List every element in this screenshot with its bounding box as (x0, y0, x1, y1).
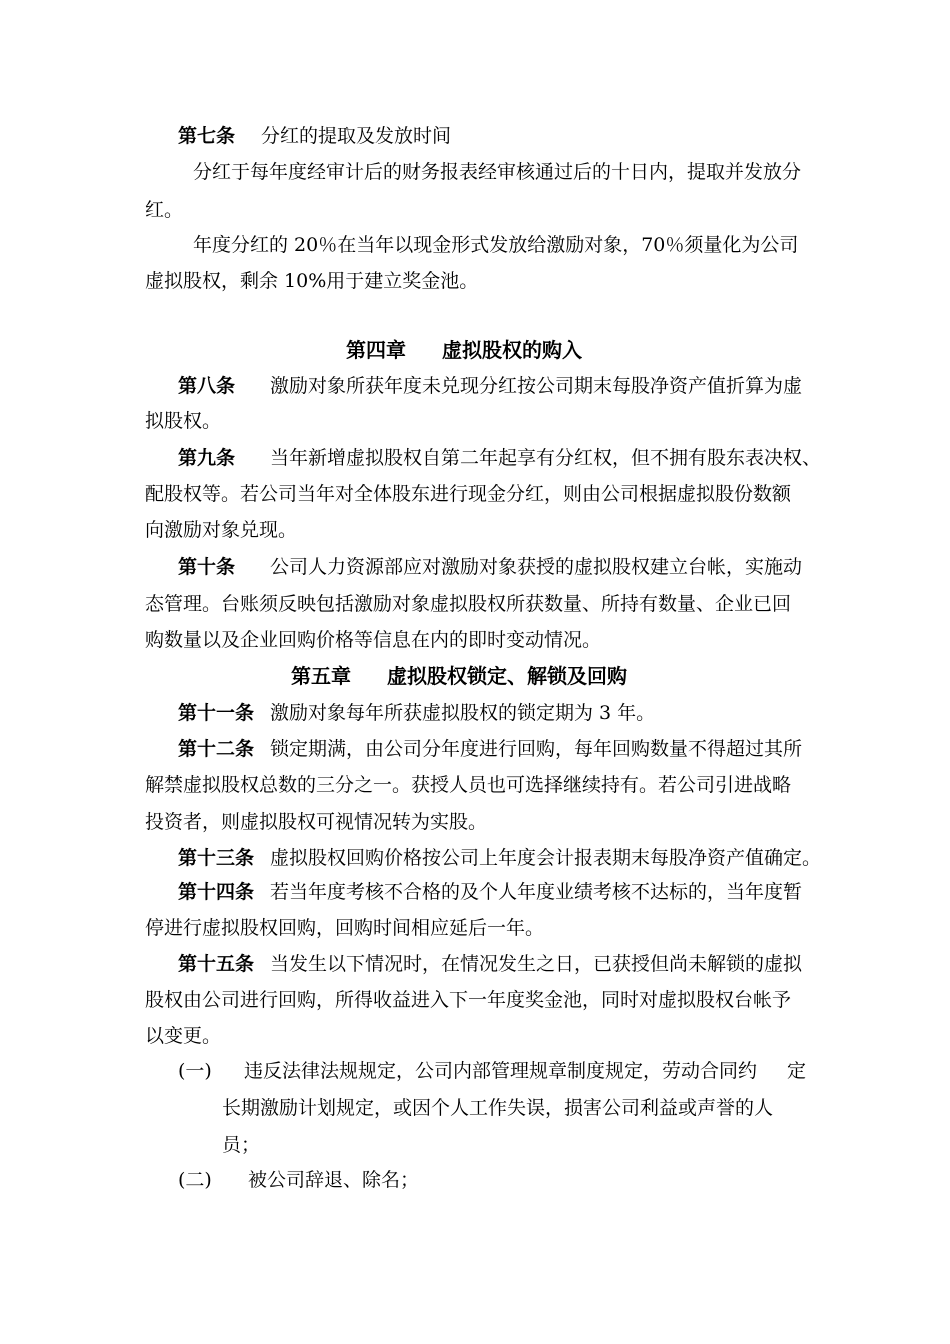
list-item-text: 定 (787, 1060, 807, 1082)
article-label: 第十一条 (178, 702, 255, 724)
article-11-line (178, 701, 655, 725)
chapter-5-heading (291, 663, 627, 689)
list-item-number: (一) (178, 1060, 212, 1082)
list-item-text: 被公司辞退、除名； (248, 1169, 420, 1191)
article-text: 激励对象所获年度未兑现分红按公司期末每股净资产值折算为虚 (270, 375, 803, 397)
paragraph-line: 购数量以及企业回购价格等信息在内的即时变动情况。 (145, 629, 602, 651)
article-text: 虚拟股权回购价格按公司上年度会计报表期末每股净资产值确定。 (270, 847, 822, 869)
article-9-line (178, 446, 821, 470)
article-text: 若当年度考核不合格的及个人年度业绩考核不达标的，当年度暂 (270, 881, 803, 903)
paragraph-line: 态管理。台账须反映包括激励对象虚拟股权所获数量、所持有数量、企业已回 (145, 593, 792, 615)
article-text: 公司人力资源部应对激励对象获授的虚拟股权建立台帐，实施动 (270, 556, 803, 578)
article-12-line (178, 737, 802, 761)
article-text: 当年新增虚拟股权自第二年起享有分红权，但不拥有股东表决权、 (270, 447, 822, 469)
article-10-line (178, 555, 802, 579)
article-13-line (178, 846, 821, 870)
article-label: 第十五条 (178, 953, 255, 975)
paragraph-line: 长期激励计划规定，或因个人工作失误，损害公司利益或声誉的人 (222, 1097, 774, 1119)
article-title: 分红的提取及发放时间 (261, 125, 452, 147)
paragraph-line: 解禁虚拟股权总数的三分之一。获授人员也可选择继续持有。若公司引进战略 (145, 774, 792, 796)
article-label: 第八条 (178, 375, 236, 397)
paragraph-line: 停进行虚拟股权回购，回购时间相应延后一年。 (145, 917, 545, 939)
paragraph-line: 红。 (145, 199, 184, 221)
list-item-number: (二) (178, 1169, 212, 1191)
article-15-line (178, 952, 802, 976)
article-label: 第十三条 (178, 847, 255, 869)
article-7-heading (178, 124, 451, 148)
article-text: 激励对象每年所获虚拟股权的锁定期为 3 年。 (270, 702, 656, 724)
article-label: 第十二条 (178, 738, 255, 760)
article-text: 当发生以下情况时，在情况发生之日，已获授但尚未解锁的虚拟 (270, 953, 803, 975)
chapter-title: 虚拟股权锁定、解锁及回购 (387, 664, 627, 688)
chapter-title: 虚拟股权的购入 (442, 338, 582, 362)
article-label: 第十四条 (178, 881, 255, 903)
chapter-4-heading (346, 337, 582, 363)
paragraph-line: 投资者，则虚拟股权可视情况转为实股。 (145, 811, 488, 833)
paragraph-line: 配股权等。若公司当年对全体股东进行现金分红，则由公司根据虚拟股份数额 (145, 483, 792, 505)
article-label: 第七条 (178, 125, 236, 147)
paragraph-line: 年度分红的 20％在当年以现金形式发放给激励对象，70％须量化为公司 (193, 234, 799, 256)
article-8-line (178, 374, 802, 398)
paragraph-line: 拟股权。 (145, 410, 222, 432)
paragraph-line: 分红于每年度经审计后的财务报表经审核通过后的十日内，提取并发放分 (193, 161, 802, 183)
chapter-number: 第五章 (291, 664, 351, 688)
paragraph-line: 虚拟股权，剩余 10%用于建立奖金池。 (145, 270, 479, 292)
chapter-number: 第四章 (346, 338, 406, 362)
paragraph-line: 股权由公司进行回购，所得收益进入下一年度奖金池，同时对虚拟股权台帐予 (145, 989, 792, 1011)
paragraph-line: 员； (222, 1134, 261, 1156)
list-item-text: 违反法律法规规定，公司内部管理规章制度规定，劳动合同约 (244, 1060, 758, 1082)
article-label: 第十条 (178, 556, 236, 578)
paragraph-line: 向激励对象兑现。 (145, 519, 298, 541)
article-label: 第九条 (178, 447, 236, 469)
paragraph-line: 以变更。 (145, 1025, 222, 1047)
article-text: 锁定期满，由公司分年度进行回购，每年回购数量不得超过其所 (270, 738, 803, 760)
article-14-line (178, 880, 802, 904)
